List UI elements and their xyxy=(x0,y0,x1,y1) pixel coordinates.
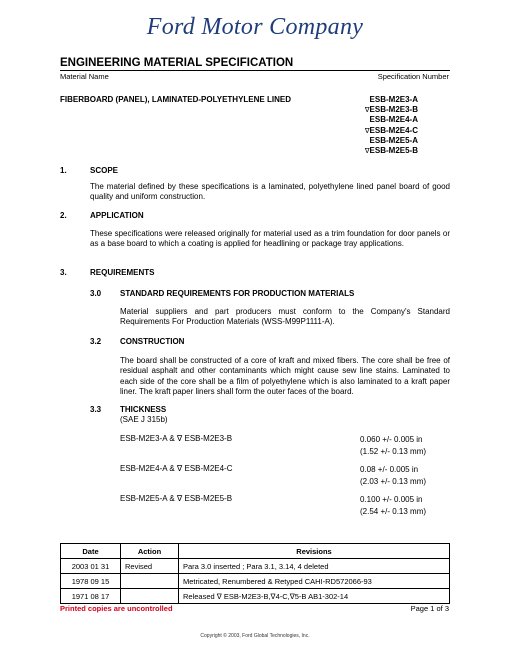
revision-action xyxy=(121,589,179,604)
table-row xyxy=(61,559,450,574)
subsection-heading-thickness: THICKNESS xyxy=(120,405,167,414)
spec-number: ESB-M2E3-A xyxy=(369,95,418,104)
spec-number-label: Specification Number xyxy=(377,72,449,81)
spec-number: ∇ESB-M2E3-B xyxy=(364,105,418,115)
title-rule xyxy=(60,70,450,71)
subsection-number: 3.3 xyxy=(90,405,102,414)
revision-text: Released ∇ ESB-M2E3-B,∇4-C,∇5-B AB1-302-14 xyxy=(179,589,450,604)
spec-number: ESB-M2E5-A xyxy=(369,135,418,145)
table-row xyxy=(61,589,450,604)
construction-text: The board shall be constructed of a core of kraft and mixed fibers. The core shall be free of residual asphalt and other contaminants which might cause sew line stains. Laminated to each side of the core shall be a film of polyethylene which is also laminated to a kraft paper liner. The kraft paper liners shall form the outer faces of the board. xyxy=(120,356,450,396)
revision-table xyxy=(60,543,450,604)
section-number: 1. xyxy=(60,166,67,175)
page-number: Page 1 of 3 xyxy=(410,604,449,613)
thickness-values xyxy=(360,494,426,517)
section-heading-requirements: REQUIREMENTS xyxy=(90,268,155,277)
column-header-date: Date xyxy=(61,544,121,559)
spec-number-list xyxy=(350,95,418,156)
scope-text: The material defined by these specifications is a laminated, polyethylene lined panel board of good quality and uniform construction. xyxy=(90,182,450,202)
thickness-values xyxy=(360,464,426,487)
thickness-mm: (1.52 +/- 0.13 mm) xyxy=(360,446,427,456)
table-row xyxy=(61,574,450,589)
subsection-heading-construction: CONSTRUCTION xyxy=(120,337,185,346)
document-title: ENGINEERING MATERIAL SPECIFICATION xyxy=(60,57,294,69)
thickness-reference: (SAE J 315b) xyxy=(120,415,168,424)
uncontrolled-notice: Printed copies are uncontrolled xyxy=(60,604,173,613)
section-heading-scope: SCOPE xyxy=(90,166,119,175)
revision-date: 2003 01 31 xyxy=(61,559,121,574)
thickness-inches: 0.08 +/- 0.005 in xyxy=(360,465,419,474)
revision-action: Revised xyxy=(121,559,179,574)
column-header-action: Action xyxy=(121,544,179,559)
revision-header-row xyxy=(61,544,450,559)
spec-number: ∇ESB-M2E5-B xyxy=(364,146,418,156)
thickness-mm: (2.54 +/- 0.13 mm) xyxy=(360,506,427,516)
material-name-label: Material Name xyxy=(60,72,109,81)
copyright: Copyright © 2003, Ford Global Technologies, Inc. xyxy=(200,633,310,639)
subsection-number: 3.0 xyxy=(90,289,102,298)
standard-requirements-text: Material suppliers and part producers must conform to the Company's Standard Requirements For Production Materials (WSS-M99P1111-A). xyxy=(120,307,450,327)
thickness-inches: 0.060 +/- 0.005 in xyxy=(360,435,423,444)
ford-logo: Ford Motor Company xyxy=(146,14,364,40)
thickness-inches: 0.100 +/- 0.005 in xyxy=(360,495,423,504)
section-heading-application: APPLICATION xyxy=(90,211,144,220)
revision-text: Para 3.0 inserted ; Para 3.1, 3.14, 4 deleted xyxy=(179,559,450,574)
section-number: 3. xyxy=(60,268,67,277)
thickness-values xyxy=(360,434,426,457)
thickness-codes: ESB-M2E4-A & ∇ ESB-M2E4-C xyxy=(120,464,233,473)
subsection-number: 3.2 xyxy=(90,337,102,346)
subsection-heading-standard: STANDARD REQUIREMENTS FOR PRODUCTION MATERIALS xyxy=(120,289,355,298)
revision-text: Metricated, Renumbered & Retyped CAHI-RD572066-93 xyxy=(179,574,450,589)
thickness-codes: ESB-M2E5-A & ∇ ESB-M2E5-B xyxy=(120,494,233,503)
revision-date: 1971 08 17 xyxy=(61,589,121,604)
section-number: 2. xyxy=(60,211,67,220)
material-name: FIBERBOARD (PANEL), LAMINATED-POLYETHYLENE LINED xyxy=(60,95,291,104)
application-text: These specifications were released originally for material used as a trim foundation for door panels or as a base board to which a coating is applied for headlining or package tray applications. xyxy=(90,229,450,249)
thickness-codes: ESB-M2E3-A & ∇ ESB-M2E3-B xyxy=(120,434,233,443)
spec-number: ∇ESB-M2E4-C xyxy=(364,125,418,135)
spec-number: ESB-M2E4-A xyxy=(369,115,418,125)
revision-action xyxy=(121,574,179,589)
thickness-mm: (2.03 +/- 0.13 mm) xyxy=(360,476,427,486)
revision-date: 1978 09 15 xyxy=(61,574,121,589)
column-header-revisions: Revisions xyxy=(179,544,450,559)
